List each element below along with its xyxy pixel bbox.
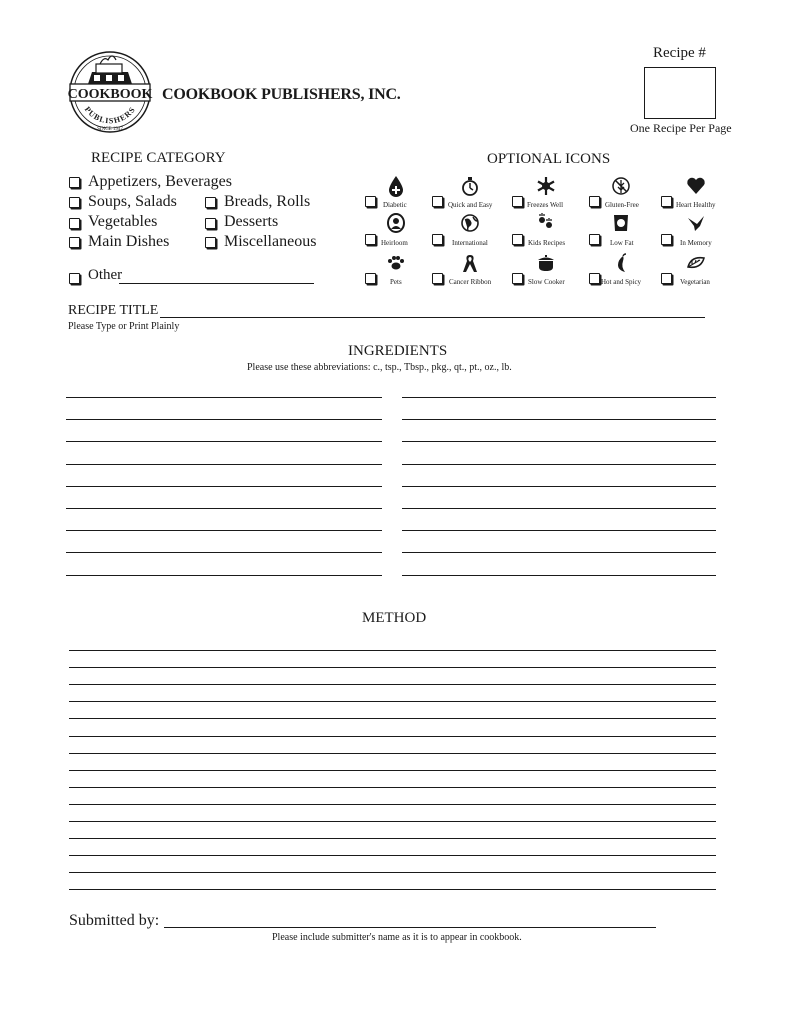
icon-label-international: International [452, 239, 488, 247]
icon-label-pets: Pets [390, 278, 402, 286]
category-label-vegetables: Vegetables [88, 213, 158, 230]
heart-icon [685, 175, 707, 197]
other-category-line[interactable] [119, 283, 314, 284]
low-fat-icon [610, 212, 632, 234]
ingredient-line[interactable] [66, 464, 382, 465]
category-label-soups: Soups, Salads [88, 193, 177, 210]
icon-checkbox-slow-cooker[interactable] [512, 273, 523, 284]
optional-icons-heading: OPTIONAL ICONS [487, 151, 611, 167]
recipe-title-line[interactable] [160, 317, 705, 318]
method-heading: METHOD [362, 610, 427, 626]
ingredient-line[interactable] [402, 441, 716, 442]
ingredient-line[interactable] [402, 397, 716, 398]
stopwatch-icon [459, 175, 481, 197]
submitter-note: Please include submitter's name as it is to appear in cookbook. [272, 932, 522, 943]
category-checkbox-vegetables[interactable] [69, 218, 80, 229]
category-checkbox-breads[interactable] [205, 197, 216, 208]
icon-label-diabetic: Diabetic [383, 201, 407, 209]
method-line[interactable] [69, 650, 716, 651]
ingredient-line[interactable] [402, 419, 716, 420]
icon-label-hot-spicy: Hot and Spicy [601, 278, 642, 286]
recipe-number-box[interactable] [644, 67, 716, 119]
globe-icon [459, 212, 481, 234]
method-line[interactable] [69, 872, 716, 873]
submitted-by-line[interactable] [164, 927, 656, 928]
ingredient-line[interactable] [66, 419, 382, 420]
method-line[interactable] [69, 684, 716, 685]
icon-checkbox-hot-spicy[interactable] [589, 273, 600, 284]
category-checkbox-appetizers[interactable] [69, 177, 80, 188]
icon-label-heart-healthy: Heart Healthy [676, 201, 716, 209]
icon-label-cancer-ribbon: Cancer Ribbon [449, 278, 492, 286]
ingredient-line[interactable] [402, 575, 716, 576]
icon-checkbox-pets[interactable] [365, 273, 376, 284]
leaf-icon [685, 252, 707, 274]
category-label-breads: Breads, Rolls [224, 193, 311, 210]
icon-checkbox-freezes-well[interactable] [512, 196, 523, 207]
dove-icon [685, 212, 707, 234]
company-name: COOKBOOK PUBLISHERS, INC. [162, 86, 401, 103]
handprints-icon [535, 212, 557, 234]
category-checkbox-main-dishes[interactable] [69, 237, 80, 248]
category-label-desserts: Desserts [224, 213, 279, 230]
icon-checkbox-gluten-free[interactable] [589, 196, 600, 207]
icon-label-low-fat: Low Fat [610, 239, 634, 247]
method-line[interactable] [69, 667, 716, 668]
icon-label-heirloom: Heirloom [381, 239, 408, 247]
icon-checkbox-quick-easy[interactable] [432, 196, 443, 207]
ingredient-line[interactable] [402, 508, 716, 509]
recipe-category-heading: RECIPE CATEGORY [91, 150, 226, 166]
icon-checkbox-in-memory[interactable] [661, 234, 672, 245]
heirloom-icon [385, 212, 407, 234]
ribbon-icon [459, 252, 481, 274]
wheat-crossed-icon [610, 175, 632, 197]
ingredient-line[interactable] [66, 575, 382, 576]
chili-pepper-icon [610, 252, 632, 274]
recipe-number-label: Recipe # [653, 45, 706, 61]
ingredient-line[interactable] [66, 486, 382, 487]
abbreviations-note: Please use these abbreviations: c., tsp., Tbsp., pkg., qt., pt., oz., lb. [247, 362, 512, 373]
icon-label-in-memory: In Memory [680, 239, 712, 247]
icon-checkbox-diabetic[interactable] [365, 196, 376, 207]
method-line[interactable] [69, 855, 716, 856]
icon-label-slow-cooker: Slow Cooker [528, 278, 565, 286]
category-label-main-dishes: Main Dishes [88, 233, 170, 250]
ingredient-line[interactable] [402, 530, 716, 531]
method-line[interactable] [69, 889, 716, 890]
category-checkbox-soups[interactable] [69, 197, 80, 208]
logo-since-text: SINCE 1947 [97, 127, 123, 132]
submitted-by-label: Submitted by: [69, 912, 160, 929]
method-line[interactable] [69, 838, 716, 839]
method-line[interactable] [69, 753, 716, 754]
method-line[interactable] [69, 787, 716, 788]
ingredient-line[interactable] [66, 552, 382, 553]
icon-label-gluten-free: Gluten-Free [605, 201, 639, 209]
ingredients-heading: INGREDIENTS [348, 343, 448, 359]
logo-arc-text: PUBLISHERS [82, 104, 138, 126]
company-logo [66, 48, 154, 136]
icon-checkbox-cancer-ribbon[interactable] [432, 273, 443, 284]
logo-main-text: COOKBOOK [67, 87, 153, 102]
one-recipe-per-page-note: One Recipe Per Page [630, 121, 732, 135]
ingredient-line[interactable] [66, 397, 382, 398]
ingredient-line[interactable] [402, 552, 716, 553]
ingredient-line[interactable] [66, 441, 382, 442]
method-line[interactable] [69, 770, 716, 771]
icon-label-freezes-well: Freezes Well [527, 201, 564, 209]
ingredient-line[interactable] [402, 486, 716, 487]
ingredient-line[interactable] [402, 464, 716, 465]
category-checkbox-other[interactable] [69, 273, 80, 284]
icon-label-vegetarian: Vegetarian [680, 278, 710, 286]
category-checkbox-desserts[interactable] [205, 218, 216, 229]
slow-cooker-icon [535, 252, 557, 274]
icon-checkbox-vegetarian[interactable] [661, 273, 672, 284]
method-line[interactable] [69, 821, 716, 822]
method-line[interactable] [69, 804, 716, 805]
icon-label-kids-recipes: Kids Recipes [528, 239, 566, 247]
category-label-appetizers: Appetizers, Beverages [88, 173, 232, 190]
category-checkbox-miscellaneous[interactable] [205, 237, 216, 248]
icon-label-quick-easy: Quick and Easy [448, 201, 493, 209]
ingredient-line[interactable] [66, 530, 382, 531]
method-line[interactable] [69, 736, 716, 737]
category-label-miscellaneous: Miscellaneous [224, 233, 317, 250]
paw-icon [385, 252, 407, 274]
method-line[interactable] [69, 701, 716, 702]
icon-checkbox-heart-healthy[interactable] [661, 196, 672, 207]
icon-checkbox-heirloom[interactable] [365, 234, 376, 245]
icon-checkbox-kids-recipes[interactable] [512, 234, 523, 245]
method-line[interactable] [69, 718, 716, 719]
diabetic-icon [385, 175, 407, 197]
icon-checkbox-international[interactable] [432, 234, 443, 245]
ingredient-line[interactable] [66, 508, 382, 509]
recipe-title-note: Please Type or Print Plainly [68, 321, 180, 332]
category-label-other: Other [88, 267, 123, 283]
recipe-title-label: RECIPE TITLE [68, 303, 159, 318]
icon-checkbox-low-fat[interactable] [589, 234, 600, 245]
snowflake-icon [535, 175, 557, 197]
